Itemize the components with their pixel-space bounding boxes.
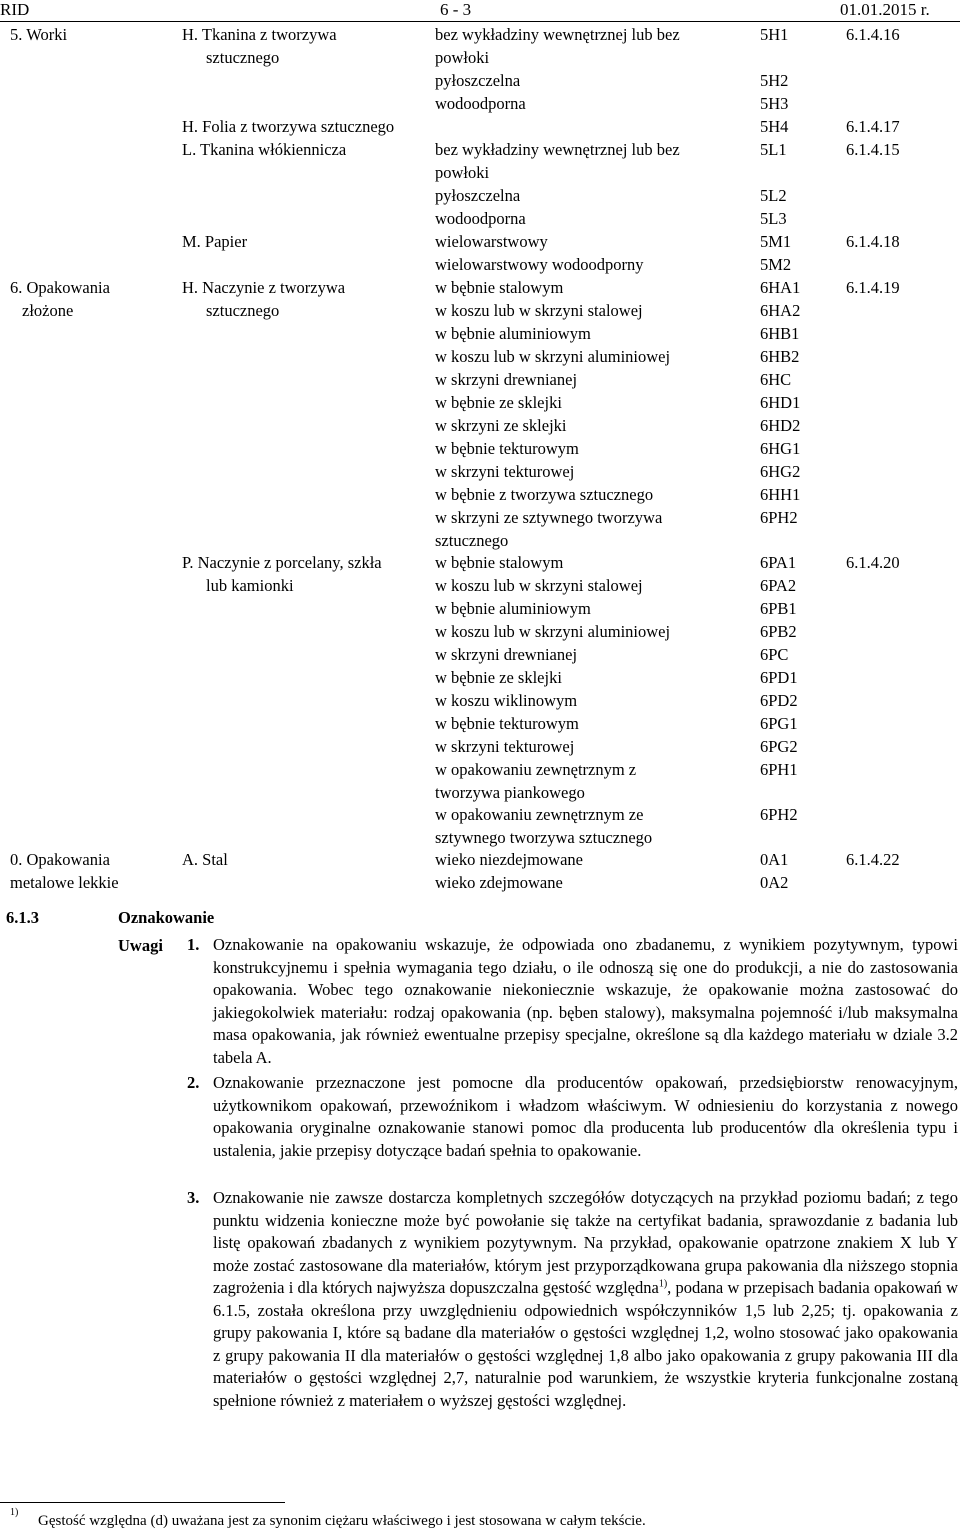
table-cell-desc: powłoki bbox=[435, 48, 490, 67]
table-cell-code: 6PA2 bbox=[760, 576, 797, 595]
table-cell-desc: w skrzyni tekturowej bbox=[435, 737, 575, 756]
table-cell-code: 6PB1 bbox=[760, 599, 797, 618]
table-cell-desc: pyłoszczelna bbox=[435, 71, 521, 90]
table-cell-code: 5M1 bbox=[760, 232, 792, 251]
table-cell-desc: w koszu wiklinowym bbox=[435, 691, 578, 710]
table-cell-desc: pyłoszczelna bbox=[435, 186, 521, 205]
table-cell-code: 5M2 bbox=[760, 255, 792, 274]
table-cell-code: 5L3 bbox=[760, 209, 787, 228]
note-3-text-a: Oznakowanie nie zawsze dostarcza kompletnych szczegółów dotyczących na przykład poziomu badań; z tego punktu widzenia konieczne może być powołanie się także na certyfikat badania, sprawozdanie z badania lub listę opakowań zbadanych z wynikiem pozytywnym. Na przykład, opakowanie opatrzone znakiem X lub Y może zostać zastosowane dla materiałów, którym jest przyporządkowana grupa pakowania dla niższego stopnia zagrożenia i dla których najwyższa dopuszczalna gęstość względna bbox=[213, 1188, 958, 1297]
table-cell-code: 6HA2 bbox=[760, 301, 801, 320]
table-cell-code: 6HB2 bbox=[760, 347, 800, 366]
table-cell-ref: 6.1.4.16 bbox=[846, 25, 900, 44]
footnote-mark: 1) bbox=[10, 1507, 19, 1518]
note-1-text: Oznakowanie na opakowaniu wskazuje, że odpowiada ono zbadanemu, z wynikiem pozytywnym, typowi konstrukcyjnemu i spełnia wymagania tego działu, o ile odnoszą się one do produkcji, a nie do zastosowania opakowania. Wobec tego oznakowanie niekoniecznie wskazuje, że opakowanie można zastosować do jakiegokolwiek materiału: rodzaj opakowania (np. bęben stalowy), maksymalna pojemność i/lub maksymalna masa opakowania, jak również ewentualne przepisy specjalne, określone są dla każdego materiału w dziale 3.2 tabela A. bbox=[213, 935, 958, 1067]
table-cell-desc: w bębnie stalowym bbox=[435, 553, 564, 572]
note-2-text: Oznakowanie przeznaczone jest pomocne dla producentów opakowań, przedsiębiorstw renowacyjnym, użytkownikom opakowań, przewoźnikom i władzom właściwym. W odniesieniu do korzystania z nowego opakowania oryginalne oznakowanie stanowi pomoc dla producenta lub producentów dla określenia typu i ustalenia, jakie przepisy dotyczące badań spełnia to opakowanie. bbox=[213, 1073, 958, 1160]
table-cell-desc: wielowarstwowy wodoodporny bbox=[435, 255, 644, 274]
table-cell-desc: w skrzyni tekturowej bbox=[435, 462, 575, 481]
note-3-text-b: , podana w przepisach badania opakowań w 6.1.5, została określona przy uwzględnieniu odpowiednich współczynników 1,5 lub 2,25; tj. opakowania z grupy pakowania I, które są badane dla materiałów o gęstości względnej 1,2, wolno stosować jako opakowania z grupy pakowania II dla materiałów o gęstości względnej 1,8 albo jako opakowania z grupy pakowania III dla materiałów o gęstości względnej 2,7, naturalnie pod warunkiem, że wszystkie kryteria funkcjonalne zostaną spełnione również z materiałem o wyższej gęstości względnej. bbox=[213, 1278, 958, 1410]
note-number: 2. bbox=[187, 1073, 200, 1092]
table-cell-type: lub kamionki bbox=[206, 576, 294, 595]
header-center: 6 - 3 bbox=[440, 0, 472, 19]
footnote-ref: 1) bbox=[658, 1278, 668, 1290]
table-cell-cat: złożone bbox=[22, 301, 74, 320]
uwagi-label: Uwagi bbox=[118, 936, 163, 955]
table-cell-type: A. Stal bbox=[182, 850, 228, 869]
note-number: 1. bbox=[187, 935, 200, 954]
table-cell-code: 6HD2 bbox=[760, 416, 801, 435]
table-cell-desc: w koszu lub w skrzyni stalowej bbox=[435, 301, 643, 320]
table-cell-cat: 0. Opakowania bbox=[10, 850, 110, 869]
table-cell-code: 5H2 bbox=[760, 71, 789, 90]
table-cell-code: 6HA1 bbox=[760, 278, 801, 297]
table-cell-ref: 6.1.4.15 bbox=[846, 140, 900, 159]
table-cell-code: 6HG1 bbox=[760, 439, 801, 458]
table-cell-desc: w opakowaniu zewnętrznym ze bbox=[435, 805, 644, 824]
table-cell-code: 6HC bbox=[760, 370, 792, 389]
table-cell-desc: sztywnego tworzywa sztucznego bbox=[435, 828, 653, 847]
table-cell-type: L. Tkanina włókiennicza bbox=[182, 140, 347, 159]
table-cell-type: H. Tkanina z tworzywa bbox=[182, 25, 337, 44]
table-cell-code: 0A2 bbox=[760, 873, 789, 892]
table-cell-type: H. Naczynie z tworzywa bbox=[182, 278, 346, 297]
table-cell-desc: w koszu lub w skrzyni aluminiowej bbox=[435, 622, 671, 641]
table-cell-desc: powłoki bbox=[435, 163, 490, 182]
table-cell-type: M. Papier bbox=[182, 232, 248, 251]
table-cell-code: 6PD1 bbox=[760, 668, 798, 687]
note-number: 3. bbox=[187, 1188, 200, 1207]
table-cell-desc: wodoodporna bbox=[435, 209, 526, 228]
table-cell-desc: tworzywa piankowego bbox=[435, 783, 585, 802]
table-cell-code: 6HH1 bbox=[760, 485, 801, 504]
table-cell-desc: sztucznego bbox=[435, 531, 509, 550]
table-cell-code: 6HD1 bbox=[760, 393, 801, 412]
table-cell-code: 6PH2 bbox=[760, 508, 798, 527]
table-cell-ref: 6.1.4.20 bbox=[846, 553, 900, 572]
table-cell-desc: wielowarstwowy bbox=[435, 232, 548, 251]
header-left: RID bbox=[0, 0, 30, 19]
table-cell-code: 5H1 bbox=[760, 25, 789, 44]
table-cell-code: 5L2 bbox=[760, 186, 787, 205]
footnote-rule bbox=[0, 1502, 285, 1503]
header-right: 01.01.2015 r. bbox=[840, 0, 930, 19]
footnote-text: Gęstość względna (d) uważana jest za synonim ciężaru właściwego i jest stosowana w całym tekście. bbox=[38, 1513, 646, 1529]
table-cell-code: 6PB2 bbox=[760, 622, 797, 641]
table-cell-ref: 6.1.4.19 bbox=[846, 278, 900, 297]
table-cell-desc: w opakowaniu zewnętrznym z bbox=[435, 760, 637, 779]
table-cell-desc: wodoodporna bbox=[435, 94, 526, 113]
table-cell-desc: w skrzyni ze sklejki bbox=[435, 416, 567, 435]
table-cell-desc: w bębnie z tworzywa sztucznego bbox=[435, 485, 654, 504]
table-cell-cat: metalowe lekkie bbox=[10, 873, 119, 892]
table-cell-code: 6PH1 bbox=[760, 760, 798, 779]
table-cell-cat: 6. Opakowania bbox=[10, 278, 110, 297]
table-cell-code: 0A1 bbox=[760, 850, 789, 869]
table-cell-ref: 6.1.4.17 bbox=[846, 117, 900, 136]
table-cell-desc: w bębnie ze sklejki bbox=[435, 668, 562, 687]
table-cell-desc: wieko niezdejmowane bbox=[435, 850, 583, 869]
table-cell-desc: w skrzyni drewnianej bbox=[435, 370, 578, 389]
table-cell-code: 5H4 bbox=[760, 117, 789, 136]
table-cell-cat: 5. Worki bbox=[10, 25, 68, 44]
packaging-codes-table bbox=[0, 25, 960, 905]
table-cell-type: sztucznego bbox=[206, 301, 280, 320]
header-rule bbox=[0, 21, 960, 22]
table-cell-desc: wieko zdejmowane bbox=[435, 873, 563, 892]
table-cell-code: 5H3 bbox=[760, 94, 789, 113]
table-cell-desc: w bębnie tekturowym bbox=[435, 714, 579, 733]
table-cell-desc: bez wykładziny wewnętrznej lub bez bbox=[435, 25, 680, 44]
table-cell-desc: w bębnie aluminiowym bbox=[435, 324, 591, 343]
table-cell-code: 6PH2 bbox=[760, 805, 798, 824]
table-cell-code: 6PG1 bbox=[760, 714, 798, 733]
table-cell-desc: w skrzyni drewnianej bbox=[435, 645, 578, 664]
table-cell-desc: w bębnie aluminiowym bbox=[435, 599, 591, 618]
table-cell-desc: w bębnie tekturowym bbox=[435, 439, 579, 458]
note-3-text bbox=[213, 1187, 958, 1412]
table-cell-type: sztucznego bbox=[206, 48, 280, 67]
section-title: Oznakowanie bbox=[118, 908, 215, 927]
table-cell-code: 6PA1 bbox=[760, 553, 797, 572]
table-cell-type: P. Naczynie z porcelany, szkła bbox=[182, 553, 382, 572]
table-cell-type: H. Folia z tworzywa sztucznego bbox=[182, 117, 395, 136]
table-cell-code: 6PG2 bbox=[760, 737, 798, 756]
table-cell-desc: w koszu lub w skrzyni stalowej bbox=[435, 576, 643, 595]
table-cell-desc: w koszu lub w skrzyni aluminiowej bbox=[435, 347, 671, 366]
table-cell-code: 6HB1 bbox=[760, 324, 800, 343]
table-cell-code: 6PC bbox=[760, 645, 789, 664]
table-cell-desc: bez wykładziny wewnętrznej lub bez bbox=[435, 140, 680, 159]
table-cell-desc: w skrzyni ze sztywnego tworzywa bbox=[435, 508, 663, 527]
table-cell-ref: 6.1.4.22 bbox=[846, 850, 900, 869]
section-number: 6.1.3 bbox=[6, 908, 39, 927]
table-cell-desc: w bębnie stalowym bbox=[435, 278, 564, 297]
table-cell-ref: 6.1.4.18 bbox=[846, 232, 900, 251]
table-cell-code: 6PD2 bbox=[760, 691, 798, 710]
table-cell-desc: w bębnie ze sklejki bbox=[435, 393, 562, 412]
table-cell-code: 5L1 bbox=[760, 140, 787, 159]
table-cell-code: 6HG2 bbox=[760, 462, 801, 481]
